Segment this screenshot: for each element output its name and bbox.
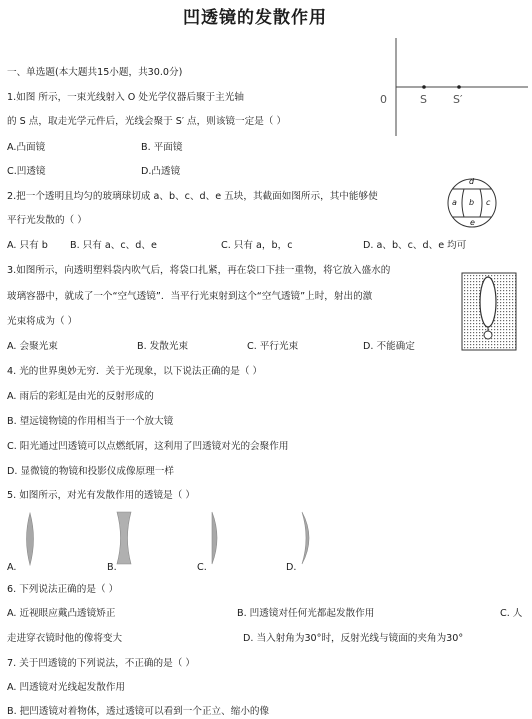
q1-figure-label-s-prime: S′	[453, 93, 463, 106]
q1-figure-label-o: 0	[380, 93, 387, 106]
q7-stem: 7. 关于凹透镜的下列说法，不正确的是（ ）	[7, 658, 195, 669]
q3-stem-line2: 玻璃容器中，就成了一个“空气透镜”．当平行光束射到这个“空气透镜”上时，射出的激	[7, 291, 373, 302]
air-bag	[480, 277, 496, 327]
point-s-prime	[457, 85, 461, 89]
q6-option-c-continued: 走进穿衣镜时他的像将变大	[7, 633, 123, 644]
q3-figure-air-lens-tank	[461, 272, 517, 352]
q1-option-c: C.凹透镜	[7, 166, 46, 177]
q5-lens-b-biconcave	[117, 512, 131, 564]
q4-option-c: C. 阳光通过凹透镜可以点燃纸屑，这利用了凹透镜对光的会聚作用	[7, 441, 289, 452]
q5-lens-c-plano-convex	[210, 512, 222, 564]
section-heading: 一、单选题(本大题共15小题，共30.0分)	[7, 67, 183, 78]
q1-option-d: D.凸透镜	[141, 166, 181, 177]
q1-option-b: B. 平面镜	[141, 142, 183, 153]
hanging-weight	[484, 331, 492, 339]
q5-option-b: B.	[107, 562, 117, 573]
q2-option-b: B. 只有 a、c、d、e	[70, 240, 157, 251]
q3-option-c: C. 平行光束	[247, 341, 299, 352]
q7-option-b: B. 把凹透镜对着物体，透过透镜可以看到一个正立、缩小的像	[7, 706, 270, 717]
q5-option-d: D.	[286, 562, 297, 573]
q2-figure-label-d: d	[469, 177, 475, 186]
q1-stem-line1: 1.如图 所示，一束光线射入 O 处光学仪器后聚于主光轴	[7, 92, 244, 103]
q4-stem: 4. 光的世界奥妙无穷．关于光现象，以下说法正确的是（ ）	[7, 366, 263, 377]
q2-option-d: D. a、b、c、d、e 均可	[363, 240, 467, 251]
q1-stem-line2: 的 S 点，取走光学元件后，光线会聚于 S′ 点，则该镜一定是（ ）	[7, 116, 287, 127]
q6-option-d: D. 当入射角为30°时，反射光线与镜面的夹角为30°	[243, 633, 464, 644]
q5-lens-d-meniscus	[300, 512, 314, 564]
q5-lens-a-biconvex	[22, 513, 38, 565]
q2-option-a: A. 只有 b	[7, 240, 48, 251]
q5-option-c: C.	[197, 562, 207, 573]
q2-figure-label-e: e	[470, 218, 475, 227]
q4-option-d: D. 显微镜的物镜和投影仪成像原理一样	[7, 466, 174, 477]
cut-left-curve	[462, 189, 464, 217]
cut-right-curve	[480, 189, 482, 217]
q2-option-c: C. 只有 a，b，c	[221, 240, 293, 251]
q4-option-a: A. 雨后的彩虹是由光的反射形成的	[7, 391, 154, 402]
q7-option-a: A. 凹透镜对光线起发散作用	[7, 682, 126, 693]
q3-option-a: A. 会聚光束	[7, 341, 58, 352]
q2-figure-label-c: c	[486, 198, 491, 207]
q4-option-b: B. 望远镜物镜的作用相当于一个放大镜	[7, 416, 174, 427]
q2-figure-label-a: a	[452, 198, 457, 207]
q3-option-b: B. 发散光束	[137, 341, 189, 352]
q5-stem: 5. 如图所示，对光有发散作用的透镜是（ ）	[7, 490, 195, 501]
q3-stem-line1: 3.如图所示，向透明塑料袋内吹气后，将袋口扎紧，再在袋口下挂一重物，将它放入盛水的	[7, 265, 391, 276]
q1-figure-label-s: S	[420, 93, 427, 106]
q2-stem-line2: 平行光发散的（ ）	[7, 215, 87, 226]
q3-option-d: D. 不能确定	[363, 341, 415, 352]
q5-option-a: A.	[7, 562, 17, 573]
q6-option-c-start: C. 人	[500, 608, 523, 619]
q2-figure-label-b: b	[469, 198, 475, 207]
point-s	[422, 85, 426, 89]
q1-figure-axis	[370, 38, 530, 138]
q6-option-b: B. 凹透镜对任何光都起发散作用	[237, 608, 375, 619]
page-title: 凹透镜的发散作用	[183, 8, 327, 28]
q3-stem-line3: 光束将成为（ ）	[7, 316, 78, 327]
q6-stem: 6. 下列说法正确的是（ ）	[7, 584, 119, 595]
q6-option-a: A. 近视眼应戴凸透镜矫正	[7, 608, 116, 619]
q2-stem-line1: 2.把一个透明且均匀的玻璃球切成 a、b、c、d、e 五块，其截面如图所示，其中能够使	[7, 191, 378, 202]
q1-option-a: A.凸面镜	[7, 142, 46, 153]
